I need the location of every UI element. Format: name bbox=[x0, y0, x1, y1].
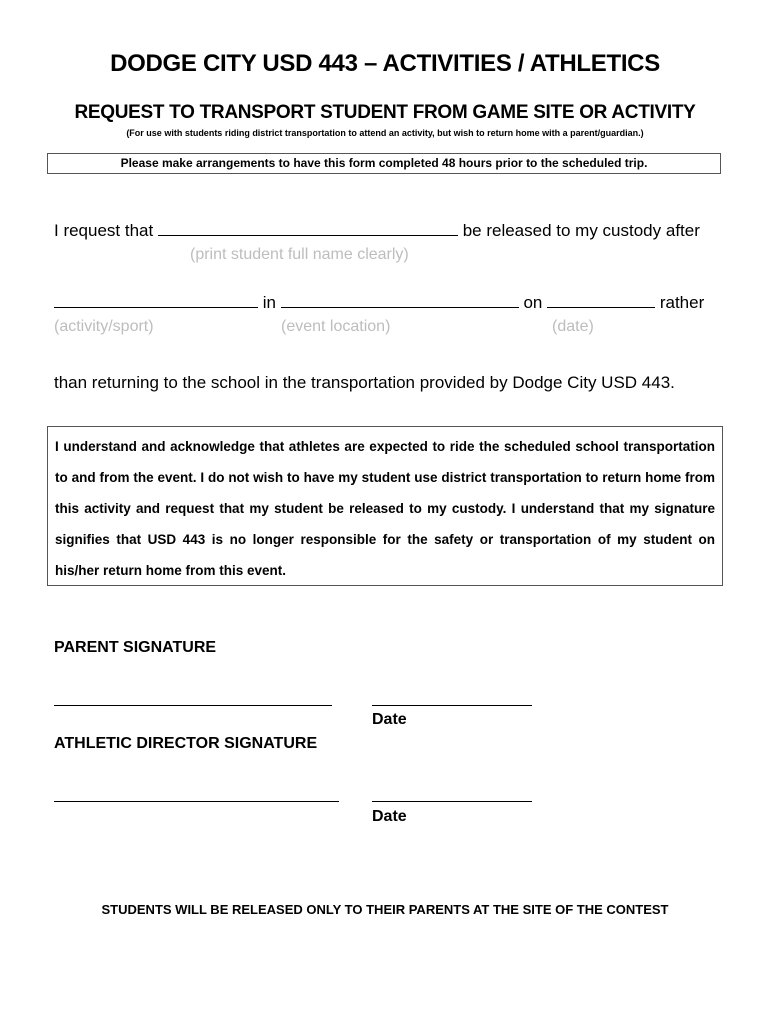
request-text-on: on bbox=[523, 293, 543, 312]
student-name-hint: (print student full name clearly) bbox=[190, 246, 409, 263]
student-name-blank[interactable] bbox=[158, 234, 458, 236]
activity-blank[interactable] bbox=[54, 306, 258, 308]
request-text-in: in bbox=[262, 293, 276, 312]
form-title: DODGE CITY USD 443 – ACTIVITIES / ATHLETICS bbox=[110, 50, 660, 77]
notice-text: Please make arrangements to have this form completed 48 hours prior to the scheduled trip. bbox=[120, 156, 648, 170]
location-hint: (event location) bbox=[281, 318, 391, 335]
acknowledgement-box bbox=[47, 426, 723, 586]
footer-note: STUDENTS WILL BE RELEASED ONLY TO THEIR PARENTS AT THE SITE OF THE CONTEST bbox=[101, 902, 669, 917]
request-text-rather: rather bbox=[659, 293, 705, 312]
request-line-3: than returning to the school in the transportation provided by Dodge City USD 443. bbox=[54, 373, 675, 392]
activity-hint: (activity/sport) bbox=[54, 318, 154, 335]
director-signature-label: ATHLETIC DIRECTOR SIGNATURE bbox=[54, 735, 318, 752]
location-blank[interactable] bbox=[281, 306, 519, 308]
date-hint: (date) bbox=[552, 318, 594, 335]
acknowledgement-text: I understand and acknowledge that athletes are expected to ride the scheduled school transportation to and from the event. I do not wish to have my student use district transportation to return home from this activity and request that my student be released to my custody. I understand that my signature signifies that USD 443 is no longer responsible for the safety or transportation of my student on his/her return home from this event. bbox=[55, 439, 715, 578]
request-text-2: be released to my custody after bbox=[462, 221, 700, 240]
parent-signature-line[interactable] bbox=[54, 705, 332, 706]
form-subtitle: REQUEST TO TRANSPORT STUDENT FROM GAME SITE OR ACTIVITY bbox=[74, 102, 696, 123]
director-date-line[interactable] bbox=[372, 801, 532, 802]
parent-signature-label: PARENT SIGNATURE bbox=[54, 639, 217, 656]
parent-date-line[interactable] bbox=[372, 705, 532, 706]
request-line-1 bbox=[54, 221, 700, 241]
parent-date-label: Date bbox=[372, 711, 407, 728]
request-line-2 bbox=[54, 293, 704, 313]
request-text-1: I request that bbox=[54, 221, 154, 240]
date-blank[interactable] bbox=[547, 306, 655, 308]
notice-box bbox=[47, 153, 721, 174]
use-note: (For use with students riding district transportation to attend an activity, but wish to return home with a parent/guardian.) bbox=[126, 128, 644, 138]
director-date-label: Date bbox=[372, 808, 407, 825]
director-signature-line[interactable] bbox=[54, 801, 339, 802]
